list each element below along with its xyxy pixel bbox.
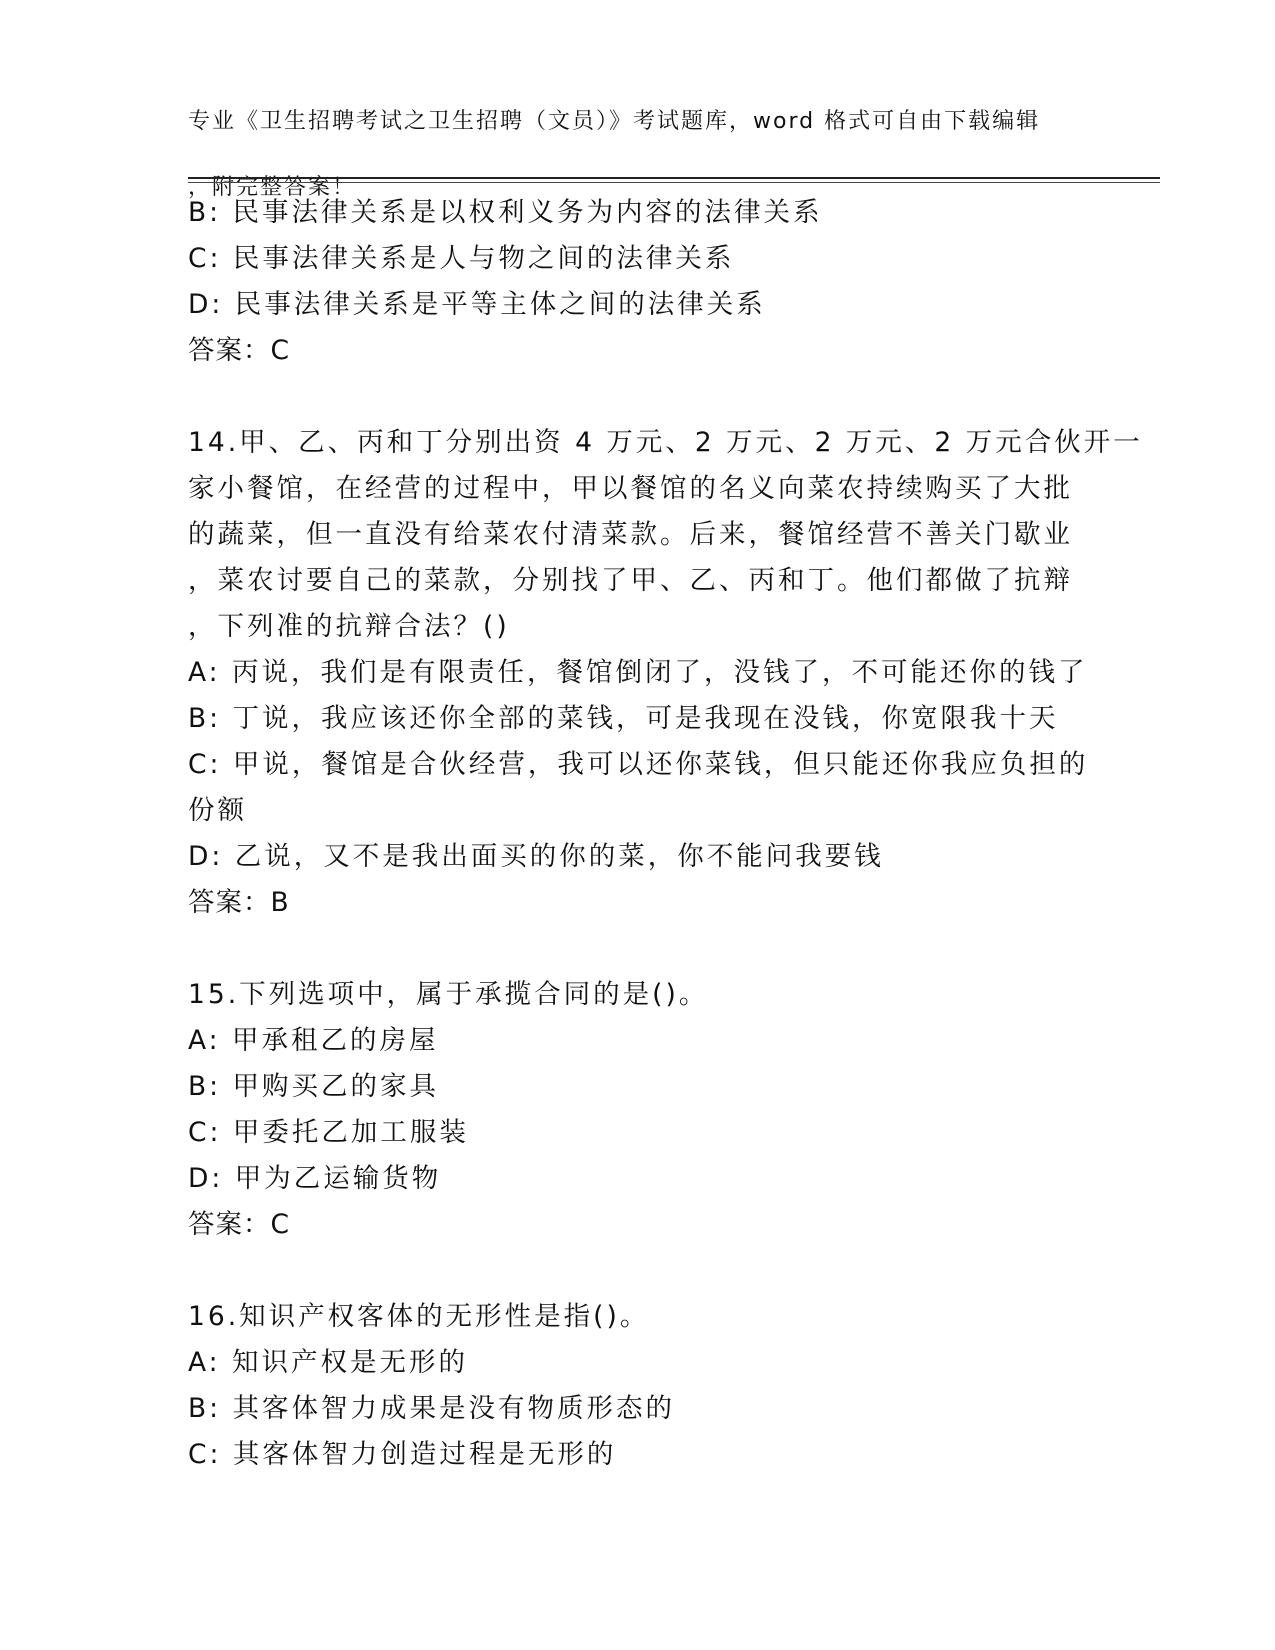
question-14 xyxy=(188,420,1143,926)
q16-option-c: C: 其客体智力创造过程是无形的 xyxy=(188,1439,617,1470)
q14-option-a: A: 丙说，我们是有限责任，餐馆倒闭了，没钱了，不可能还你的钱了 xyxy=(188,657,1088,688)
q14-option-b: B: 丁说，我应该还你全部的菜钱，可是我现在没钱，你宽限我十天 xyxy=(188,703,1059,734)
q15-stem: 15.下列选项中，属于承揽合同的是()。 xyxy=(188,979,709,1010)
q13-option-c: C: 民事法律关系是人与物之间的法律关系 xyxy=(188,243,735,274)
q14-answer: 答案：B xyxy=(188,887,290,918)
header-line-2: ，附完整答案！ xyxy=(188,175,357,200)
q15-option-c: C: 甲委托乙加工服装 xyxy=(188,1117,469,1148)
q14-stem-line-4: ，菜农讨要自己的菜款，分别找了甲、乙、丙和丁。他们都做了抗辩 xyxy=(188,565,1073,596)
spacer xyxy=(188,1248,1088,1294)
q14-option-d: D: 乙说，又不是我出面买的你的菜，你不能问我要钱 xyxy=(188,841,884,872)
spacer xyxy=(188,926,1088,972)
document-header xyxy=(188,72,1088,204)
question-content xyxy=(188,190,1143,1478)
question-13 xyxy=(188,190,1088,374)
q15-answer: 答案：C xyxy=(188,1209,291,1240)
q14-option-c-line-1: C: 甲说，餐馆是合伙经营，我可以还你菜钱，但只能还你我应负担的 xyxy=(188,749,1089,780)
q14-stem-line-5: ，下列准的抗辩合法？() xyxy=(188,611,510,642)
q16-stem: 16.知识产权客体的无形性是指()。 xyxy=(188,1301,650,1332)
header-line-1: 专业《卫生招聘考试之卫生招聘（文员）》考试题库，word 格式可自由下载编辑 xyxy=(188,109,1041,134)
q16-option-a: A: 知识产权是无形的 xyxy=(188,1347,469,1378)
header-divider-thin xyxy=(188,182,1160,183)
q13-answer: 答案：C xyxy=(188,335,291,366)
q14-option-c-line-2: 份额 xyxy=(188,795,247,826)
q14-stem-line-1: 14.甲、乙、丙和丁分别出资 4 万元、2 万元、2 万元、2 万元合伙开一 xyxy=(188,427,1143,458)
question-15 xyxy=(188,972,1088,1248)
q16-option-b: B: 其客体智力成果是没有物质形态的 xyxy=(188,1393,676,1424)
q13-option-b: B: 民事法律关系是以权利义务为内容的法律关系 xyxy=(188,197,823,228)
q15-option-b: B: 甲购买乙的家具 xyxy=(188,1071,440,1102)
q15-option-d: D: 甲为乙运输货物 xyxy=(188,1163,442,1194)
q15-option-a: A: 甲承租乙的房屋 xyxy=(188,1025,439,1056)
q13-option-d: D: 民事法律关系是平等主体之间的法律关系 xyxy=(188,289,766,320)
question-16 xyxy=(188,1294,1088,1478)
header-divider-thick xyxy=(188,177,1160,179)
q14-stem-line-3: 的蔬菜，但一直没有给菜农付清菜款。后来，餐馆经营不善关门歇业 xyxy=(188,519,1073,550)
q14-stem-line-2: 家小餐馆，在经营的过程中，甲以餐馆的名义向菜农持续购买了大批 xyxy=(188,473,1073,504)
spacer xyxy=(188,374,1088,420)
